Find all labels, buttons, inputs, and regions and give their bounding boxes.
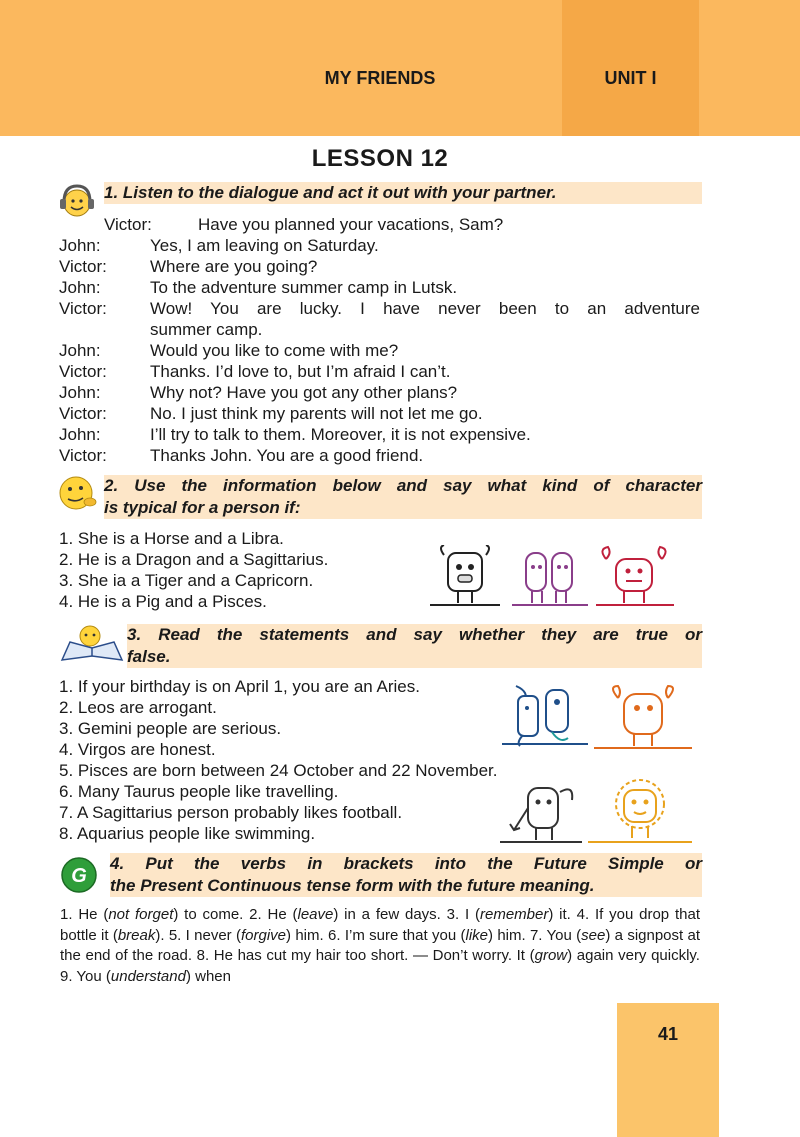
utterance: Yes, I am leaving on Saturday. [150, 236, 379, 255]
speaker: Victor: [59, 446, 107, 465]
exercise-4-text: 1. He (not forget) to come. 2. He (leave) in a few days. 3. I (remember) it. 4. If you drop that bottle it (break). 5. I never (forgive) him. 6. I’m sure that you (like) him. 7. You (see) a signpost at the end of the road. 8. He has cut my hair too short. — Don’t worry. It (grow) again very quickly. 9. You (understand) when [60, 906, 701, 985]
utterance: Thanks. I’d love to, but I’m afraid I can’t. [150, 362, 451, 381]
list-item: 4. Virgos are honest. [59, 740, 216, 759]
sagittarius-doodle-icon [500, 778, 582, 846]
page-number: 41 [657, 1024, 679, 1044]
instruction-line: false. [127, 647, 171, 666]
utterance: Have you planned your vacations, Sam? [198, 215, 504, 234]
speaker: Victor: [59, 404, 107, 423]
speaker: John: [59, 383, 101, 402]
utterance: Where are you going? [150, 257, 318, 276]
utterance: Would you like to come with me? [150, 341, 399, 360]
dialogue-line [59, 319, 704, 340]
exercise-3-instruction [127, 624, 702, 668]
speaker: Victor: [59, 257, 107, 276]
dialogue-line [59, 361, 704, 382]
utterance: Wow! You are lucky. I have never been to an adventure [150, 299, 700, 318]
list-item: 3. She ia a Tiger and a Capricorn. [59, 571, 314, 590]
dialogue-line [59, 235, 704, 256]
dialogue-line [59, 340, 704, 361]
list-item: 1. If your birthday is on April 1, you are an Aries. [59, 677, 420, 696]
list-item: 3. Gemini people are serious. [59, 719, 282, 738]
utterance: summer camp. [150, 320, 263, 339]
speaker: John: [59, 278, 101, 297]
dialogue-line [59, 424, 704, 445]
dialogue-line [59, 277, 704, 298]
utterance: No. I just think my parents will not let me go. [150, 404, 483, 423]
list-item: 4. He is a Pig and a Pisces. [59, 592, 267, 611]
instruction-line: is typical for a person if: [104, 498, 301, 517]
speaker: John: [59, 425, 101, 444]
instruction-line: the Present Continuous tense form with the future meaning. [110, 876, 595, 895]
utterance: Why not? Have you got any other plans? [150, 383, 458, 402]
lesson-title: LESSON 12 [311, 145, 449, 172]
dialogue-line [59, 256, 704, 277]
instruction-line: 3. Read the statements and say whether they are true or [127, 625, 702, 644]
pisces-doodle-icon [502, 682, 588, 750]
exercise-1-instruction: 1. Listen to the dialogue and act it out with your partner. [104, 182, 702, 204]
utterance: Thanks John. You are a good friend. [150, 446, 424, 465]
list-item: 8. Aquarius people like swimming. [59, 824, 316, 843]
unit-label: UNIT I [604, 68, 657, 88]
list-item: 2. He is a Dragon and a Sagittarius. [59, 550, 329, 569]
dialogue-line [59, 382, 704, 403]
instruction-line: 4. Put the verbs in brackets into the Future Simple or [110, 854, 702, 873]
chapter-title: MY FRIENDS [324, 68, 436, 88]
taurus-doodle-icon [430, 545, 500, 609]
speaker: Victor: [104, 215, 152, 234]
exercise-2-instruction [104, 475, 702, 519]
dialogue-line [104, 214, 704, 235]
exercise-4-instruction [110, 853, 702, 897]
speaker: John: [59, 341, 101, 360]
dialogue-line [59, 445, 704, 466]
leo-doodle-icon [588, 776, 692, 846]
cancer-doodle-icon [596, 545, 674, 609]
list-item: 6. Many Taurus people like travelling. [59, 782, 339, 801]
utterance: To the adventure summer camp in Lutsk. [150, 278, 458, 297]
list-item: 5. Pisces are born between 24 October and 22 November. [59, 761, 498, 780]
gemini-doodle-icon [512, 545, 588, 609]
utterance: I’ll try to talk to them. Moreover, it is not expensive. [150, 425, 531, 444]
speaker: John: [59, 236, 101, 255]
list-item: 7. A Sagittarius person probably likes football. [59, 803, 403, 822]
scorpio-doodle-icon [594, 684, 692, 754]
dialogue-line [59, 403, 704, 424]
thinking-smiley-icon [56, 472, 100, 514]
reading-book-smiley-icon [60, 622, 126, 664]
list-item: 1. She is a Horse and a Libra. [59, 529, 284, 548]
instruction-line: 2. Use the information below and say what kind of character [104, 476, 702, 495]
exercise-2-list [59, 528, 439, 612]
list-item: 2. Leos are arrogant. [59, 698, 217, 717]
speaker: Victor: [59, 299, 107, 318]
dialogue-line [59, 298, 704, 319]
grammar-icon-letter: G [71, 865, 87, 887]
grammar-g-icon [60, 856, 98, 894]
speaker: Victor: [59, 362, 107, 381]
headphones-smiley-icon [58, 182, 96, 222]
